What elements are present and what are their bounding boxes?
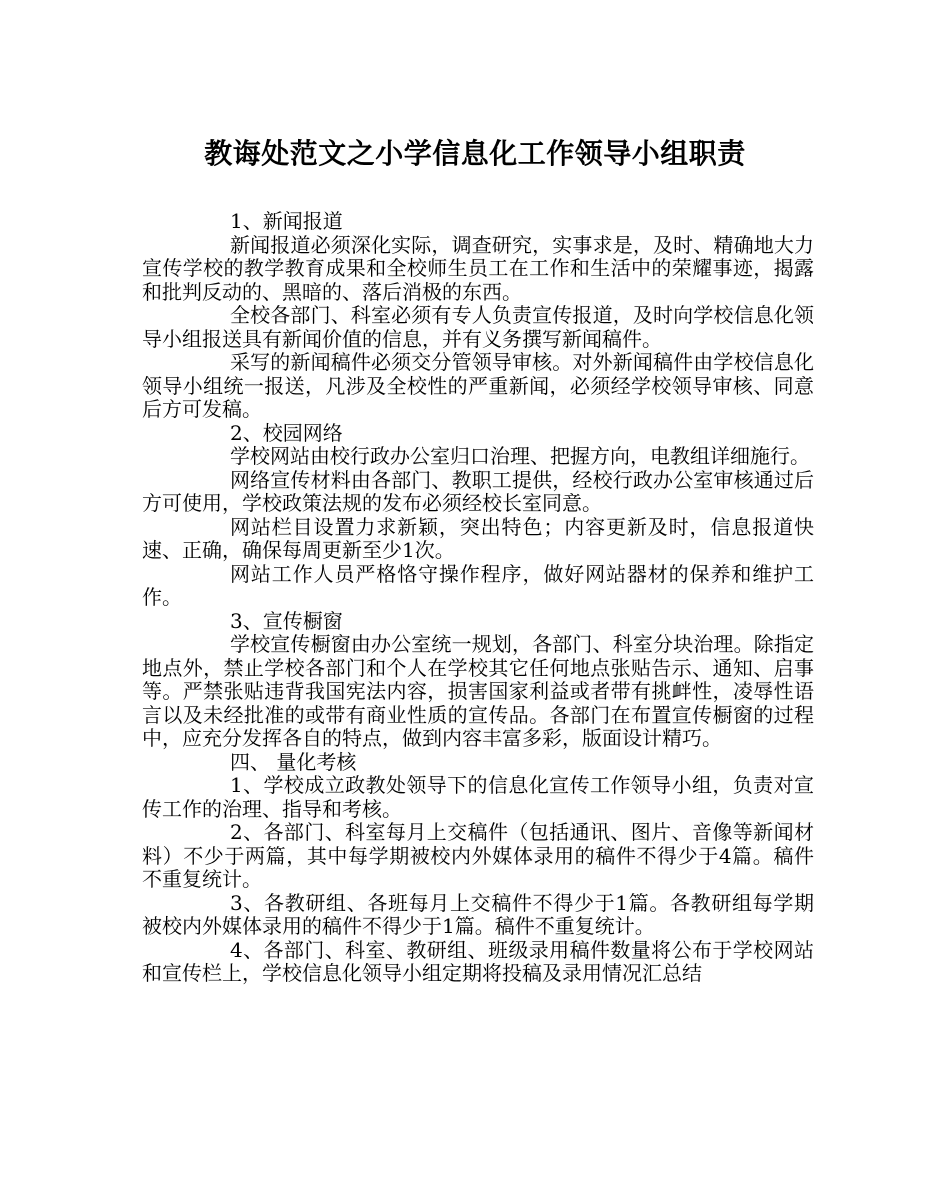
paragraph: 1、学校成立政教处领导下的信息化宣传工作领导小组，负责对宣传工作的治理、指导和考核。 <box>142 773 814 821</box>
paragraph: 全校各部门、科室必须有专人负责宣传报道，及时向学校信息化领导小组报送具有新闻价值的信息，并有义务撰写新闻稿件。 <box>142 303 814 351</box>
paragraph: 2、各部门、科室每月上交稿件（包括通讯、图片、音像等新闻材料）不少于两篇，其中每学期被校内外媒体录用的稿件不得少于4篇。稿件不重复统计。 <box>142 820 814 891</box>
paragraph: 学校网站由校行政办公室归口治理、把握方向，电教组详细施行。 <box>230 444 810 468</box>
section-heading-news: 1、新闻报道 <box>230 209 343 233</box>
section-heading-campus-network: 2、校园网络 <box>230 420 343 445</box>
paragraph: 网站工作人员严格恪守操作程序，做好网站器材的保养和维护工作。 <box>142 561 814 609</box>
section-heading-bulletin-window: 3、宣传橱窗 <box>230 608 343 633</box>
paragraph: 新闻报道必须深化实际，调查研究，实事求是，及时、精确地大力宣传学校的教学教育成果和全校师生员工在工作和生活中的荣耀事迹，揭露和批判反动的、黑暗的、落后消极的东西。 <box>142 232 814 304</box>
paragraph: 网站栏目设置力求新颖，突出特色；内容更新及时，信息报道快速、正确，确保每周更新至少1次。 <box>142 514 814 562</box>
document-title: 教诲处范文之小学信息化工作领导小组职责 <box>204 137 746 170</box>
paragraph: 4、各部门、科室、教研组、班级录用稿件数量将公布于学校网站和宣传栏上，学校信息化领导小组定期将投稿及录用情况汇总结 <box>142 937 814 985</box>
document-body <box>142 210 814 986</box>
paragraph: 学校宣传橱窗由办公室统一规划，各部门、科室分块治理。除指定地点外，禁止学校各部门和个人在学校其它任何地点张贴告示、通知、启事等。严禁张贴违背我国宪法内容，损害国家利益或者带有挑衅性，凌辱性语言以及未经批准的或带有商业性质的宣传品。各部门在布置宣传橱窗的过程中，应充分发挥各自的特点，做到内容丰富多彩，版面设计精巧。 <box>142 632 814 750</box>
paragraph: 网络宣传材料由各部门、教职工提供，经校行政办公室审核通过后方可使用，学校政策法规的发布必须经校长室同意。 <box>142 467 814 515</box>
paragraph: 采写的新闻稿件必须交分管领导审核。对外新闻稿件由学校信息化领导小组统一报送，凡涉及全校性的严重新闻，必须经学校领导审核、同意后方可发稿。 <box>142 350 814 421</box>
paragraph: 3、各教研组、各班每月上交稿件不得少于1篇。各教研组每学期被校内外媒体录用的稿件不得少于1篇。稿件不重复统计。 <box>142 890 814 938</box>
section-heading-assessment: 四、 量化考核 <box>230 749 357 774</box>
